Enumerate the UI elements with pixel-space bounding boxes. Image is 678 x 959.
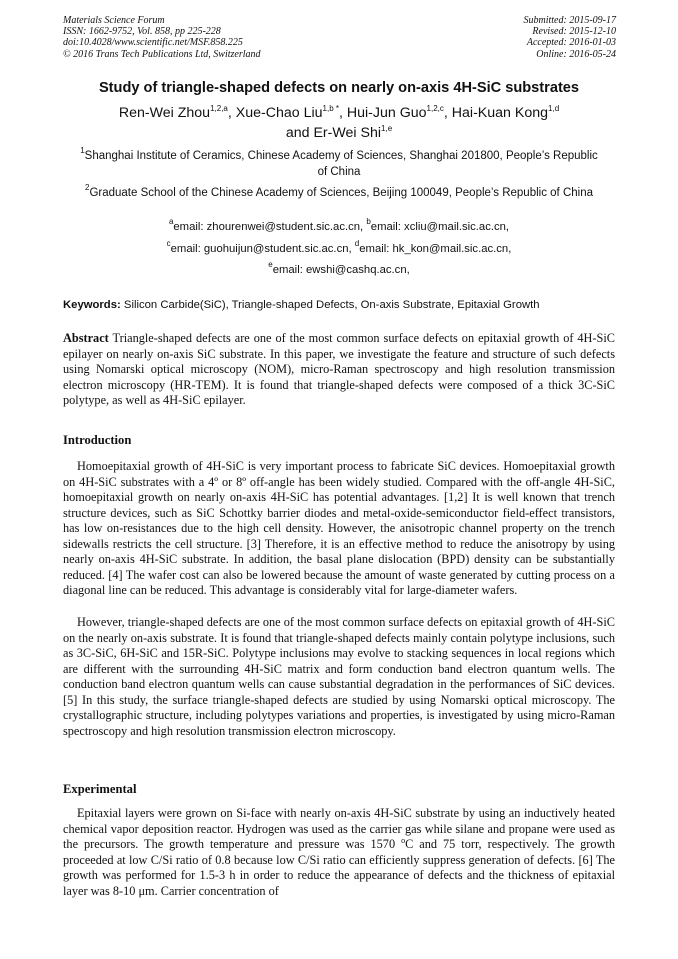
copyright-line: © 2016 Trans Tech Publications Ltd, Switzerland xyxy=(63,48,261,60)
keywords xyxy=(63,299,623,311)
author-name: Hui-Jun Guo xyxy=(346,105,427,121)
author-affil: 1,2,a xyxy=(210,104,228,113)
email-line-3: $^e$email: ewshi@cashq.ac.cn, xyxy=(268,260,410,276)
keywords-text: Silicon Carbide(SiC), Triangle-shaped Defects, On-axis Substrate, Epitaxial Growth xyxy=(123,299,540,311)
introduction-paragraph-1: Homoepitaxial growth of 4H-SiC is very important process to fabricate SiC devices. Homoepitaxial growth on 4H-SiC substrates with a 4º or 8º off-angle has been widely studied. Compared with the off-angle 4H-SiC, homoepitaxial growth on nearly on-axis 4H-SiC has potential advantages. [1,2] It is well known that trench structure devices, such as SiC Schottky barrier diodes and metal-oxide-semiconductor field-effect transistors, has low on-resistances due to the high cell density. However, the anisotropic channel property on the trench sidewalls restricts the cell structure. [3] Therefore, it is an effective method to reduce the anisotropy by using nearly on-axis 4H-SiC substrate. In addition, the basal plane dislocation (BPD) density can be substantially reduced. [4] The wafer cost can also be lowered because the amount of waste generated by cutting process on a diagonal line can be reduced. This advantage is considerably vital for large-diameter wafers. xyxy=(63,459,615,597)
author-affil: 1,e xyxy=(381,124,393,133)
email-address[interactable]: email: guohuijun@student.sic.ac.cn, xyxy=(170,243,352,255)
email-line-1: $^a$email: zhourenwei@student.sic.ac.cn, $^b$email: xcliu@mail.sic.ac.cn, xyxy=(168,217,510,233)
email-line-2: $^c$email: guohuijun@student.sic.ac.cn, $^d$email: hk_kon@mail.sic.ac.cn, xyxy=(166,239,512,255)
paper-title: Study of triangle-shaped defects on nearly on-axis 4H-SiC substrates xyxy=(98,80,580,96)
affiliation-2: $^2$Graduate School of the Chinese Academy of Sciences, Beijing 100049, People’s Republic of China xyxy=(84,183,593,199)
abstract xyxy=(63,331,615,409)
journal-info xyxy=(63,15,261,60)
author-name: Hai-Kuan Kong xyxy=(451,105,549,121)
date-info xyxy=(524,15,617,60)
author-name: Er-Wei Shi xyxy=(313,125,382,141)
online-date: Online: 2016-05-24 xyxy=(536,48,616,60)
abstract-label: Abstract xyxy=(63,331,109,345)
author-list: Ren-Wei Zhou$^{1,2,a}$, Xue-Chao Liu$^{1,b *}$, Hui-Jun Guo$^{1,2,c}$, Hai-Kuan Kong$^{1,d}$ and Er-Wei Shi$^{1,e}$ xyxy=(118,104,560,141)
email-address[interactable]: email: hk_kon@mail.sic.ac.cn, xyxy=(359,243,512,255)
introduction-paragraph-2: However, triangle-shaped defects are one of the most common surface defects on epitaxial growth of 4H-SiC on the nearly on-axis substrate. It is found that triangle-shaped defects mainly contain polytype inclusions, such as 3C-SiC, 6H-SiC and 15R-SiC. Polytype inclusions may evolve to stacking sequences in local regions which are different with the surrounding 4H-SiC matrix and form conduction band electron quantum wells. The conduction band electron quantum wells can cause substantial degradation in the performances of SiC devices. [5] In this study, the surface triangle-shaped defects are studied by using Nomarski optical microscopy. The crystallographic structure, including polytypes variations and properties, is investigated by using micro-Raman spectroscopy and high resolution transmission electron microscopy. xyxy=(63,615,615,738)
section-heading-experimental: Experimental xyxy=(63,782,137,796)
affiliation-1: $^1$Shanghai Institute of Ceramics, Chinese Academy of Sciences, Shanghai 201800, People’s Republic of China xyxy=(80,146,598,178)
author-affil: 1,d xyxy=(548,104,560,113)
email-address[interactable]: email: xcliu@mail.sic.ac.cn, xyxy=(370,221,510,233)
author-name: Xue-Chao Liu xyxy=(235,105,323,121)
section-heading-introduction: Introduction xyxy=(63,433,132,447)
accepted-date: Accepted: 2016-01-03 xyxy=(526,37,616,49)
issn-line: ISSN: 1662-9752, Vol. 858, pp 225-228 xyxy=(63,26,221,38)
journal-name: Materials Science Forum xyxy=(63,15,165,26)
author-affil: 1,2,c xyxy=(426,104,444,113)
email-address[interactable]: email: zhourenwei@student.sic.ac.cn, xyxy=(173,221,364,233)
email-address[interactable]: email: ewshi@cashq.ac.cn, xyxy=(272,264,410,276)
abstract-text: Triangle-shaped defects are one of the most common surface defects on epitaxial growth of 4H-SiC epilayer on nearly on-axis SiC substrate. In this paper, we investigate the feature and structure of such defects using Nomarski optical microscopy (NOM), micro-Raman spectroscopy and high resolution transmission electron microscopy (HR-TEM). It is found that triangle-shaped defects were composed of a thick 3C-SiC polytype, as well as 4H-SiC epilayer. xyxy=(63,331,615,407)
doi-line: doi:10.4028/www.scientific.net/MSF.858.225 xyxy=(63,37,243,49)
keywords-label: Keywords: xyxy=(63,299,121,311)
submitted-date: Submitted: 2015-09-17 xyxy=(523,15,616,26)
experimental-paragraph-1: Epitaxial layers were grown on Si-face with nearly on-axis 4H-SiC substrate by using an inductively heated chemical vapor deposition reactor. Hydrogen was used as the carrier gas while silane and propane were used as the precursors. The growth temperature and pressure was 1570 $^o$C and 75 torr, respectively. The growth proceeded at low C/Si ratio of 0.8 because low C/Si ratio can efficiently suppress generation of defects. [6] The growth was performed for 1.5-3 h in order to reduce the appearance of defects and the thickness of epitaxial layer was 8-10 μm. Carrier concentration of xyxy=(63,806,615,898)
revised-date: Revised: 2015-12-10 xyxy=(532,26,616,38)
author-affil: 1,b * xyxy=(322,104,339,113)
author-name: Ren-Wei Zhou xyxy=(118,105,211,121)
